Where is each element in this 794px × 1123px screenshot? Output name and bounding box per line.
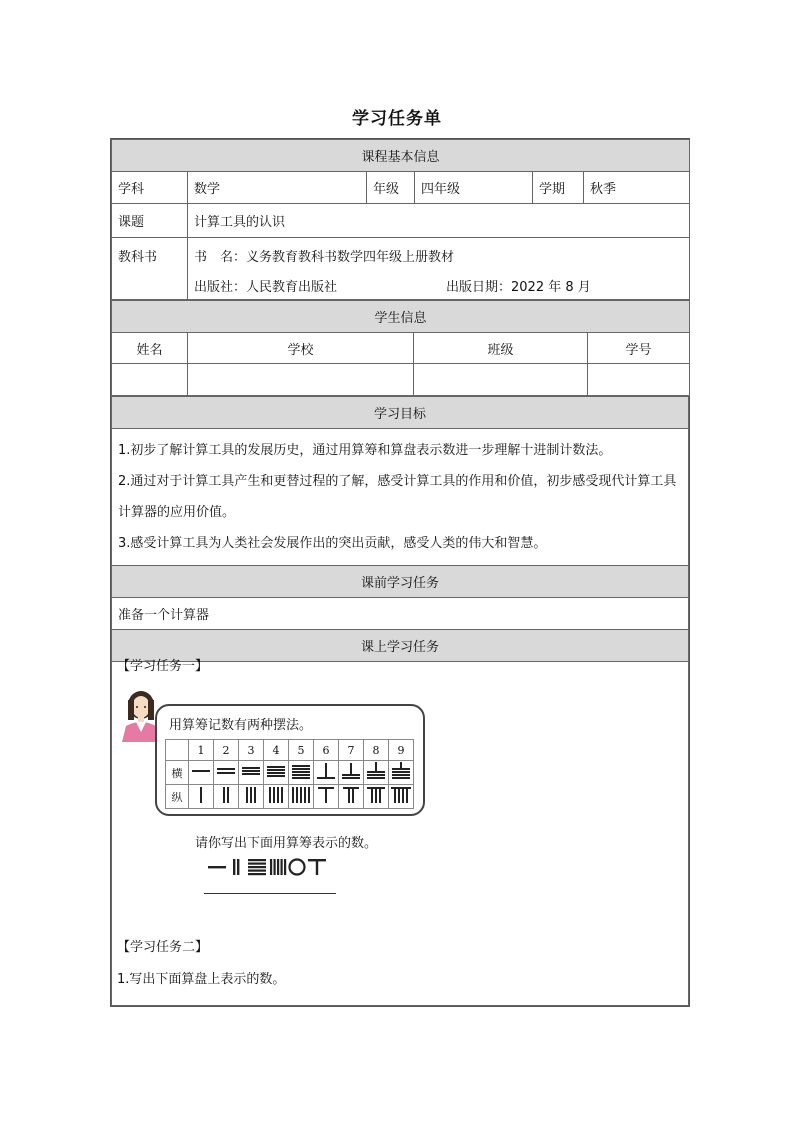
page-title: 学习任务单 [352, 109, 442, 129]
goal-item: 3.感受计算工具为人类社会发展作出的突出贡献，感受人类的伟大和智慧。 [118, 536, 547, 551]
digit-header: 9 [389, 740, 414, 761]
digit-header: 8 [364, 740, 389, 761]
term-value: 秋季 [584, 172, 690, 204]
vertical-row-label: 纵 [166, 785, 189, 809]
rod-v-1 [189, 785, 214, 809]
horizontal-row-label: 横 [166, 761, 189, 785]
info-table [111, 139, 690, 300]
grade-value: 四年级 [415, 172, 533, 204]
section-goals: 学习目标 [112, 397, 689, 429]
rod-h-8 [364, 761, 389, 785]
section-student-info: 学生信息 [112, 301, 690, 333]
task1-question: 请你写出下面用算筹表示的数。 [195, 836, 378, 851]
pre-task-text: 准备一个计算器 [112, 598, 689, 630]
task1-label: 【学习任务一】 [117, 659, 209, 674]
publisher: 出版社：人民教育出版社 [194, 280, 338, 295]
book-name: 书 名：义务教育教科书数学四年级上册教材 [194, 250, 455, 265]
name-header: 姓名 [112, 333, 188, 364]
school-cell[interactable] [188, 364, 414, 396]
rod-h-6 [314, 761, 339, 785]
rod-v-5 [289, 785, 314, 809]
rod-v-8 [364, 785, 389, 809]
rod-v-3 [239, 785, 264, 809]
counting-rod-table [165, 739, 414, 809]
speech-bubble [155, 704, 425, 816]
rod-v-4 [264, 785, 289, 809]
rod-number-illustration [206, 856, 330, 878]
task-sheet [110, 138, 690, 1007]
goal-item: 2.通过对于计算工具产生和更替过程的了解，感受计算工具的作用和价值，初步感受现代计算工具计算器的应用价值。 [118, 474, 677, 520]
term-label: 学期 [533, 172, 584, 204]
section-class-task: 课上学习任务 [112, 630, 689, 662]
digit-header: 6 [314, 740, 339, 761]
digit-header: 5 [289, 740, 314, 761]
student-id-cell[interactable] [588, 364, 690, 396]
rod-h-5 [289, 761, 314, 785]
textbook-value [188, 238, 690, 300]
task2-label: 【学习任务二】 [117, 940, 209, 955]
rod-h-1 [189, 761, 214, 785]
rod-h-2 [214, 761, 239, 785]
rod-v-6 [314, 785, 339, 809]
subject-value: 数学 [188, 172, 367, 204]
rod-h-9 [389, 761, 414, 785]
publish-date: 出版日期：2022 年 8 月 [446, 280, 591, 295]
rod-v-9 [389, 785, 414, 809]
rod-h-7 [339, 761, 364, 785]
answer-line[interactable] [204, 893, 336, 894]
task2-question-1: 1.写出下面算盘上表示的数。 [117, 972, 286, 987]
class-cell[interactable] [414, 364, 588, 396]
rod-v-2 [214, 785, 239, 809]
section-basic-info: 课程基本信息 [112, 140, 690, 172]
digit-header: 2 [214, 740, 239, 761]
digit-header: 1 [189, 740, 214, 761]
name-cell[interactable] [112, 364, 188, 396]
class-header: 班级 [414, 333, 588, 364]
topic-label: 课题 [112, 204, 188, 238]
goals-table [111, 396, 689, 1006]
bubble-caption: 用算筹记数有两种摆法。 [169, 718, 313, 733]
digit-header: 4 [264, 740, 289, 761]
goal-item: 1.初步了解计算工具的发展历史，通过用算筹和算盘表示数进一步理解十进制计数法。 [118, 443, 612, 458]
school-header: 学校 [188, 333, 414, 364]
section-pre-task: 课前学习任务 [112, 566, 689, 598]
rod-h-4 [264, 761, 289, 785]
student-table [111, 300, 690, 396]
rod-h-3 [239, 761, 264, 785]
digit-header: 3 [239, 740, 264, 761]
topic-value: 计算工具的认识 [188, 204, 690, 238]
textbook-label: 教科书 [112, 238, 188, 300]
student-id-header: 学号 [588, 333, 690, 364]
digit-header: 7 [339, 740, 364, 761]
grade-label: 年级 [367, 172, 415, 204]
goals-cell [112, 429, 689, 566]
subject-label: 学科 [112, 172, 188, 204]
rod-v-7 [339, 785, 364, 809]
